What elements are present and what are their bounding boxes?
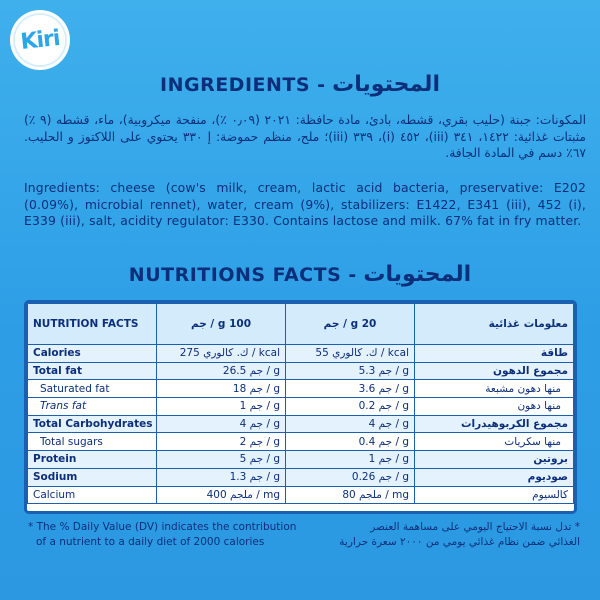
ingredients-title-ar: المحتويات — [332, 72, 440, 97]
row-label-ar: منها سكريات — [415, 433, 574, 451]
footnote-ar — [300, 520, 580, 550]
ingredients-title — [0, 72, 600, 97]
row-value-100g: 4 جم / g — [157, 415, 286, 433]
table-row — [28, 362, 574, 380]
row-label-ar: مجموع الدهون — [415, 362, 574, 380]
row-value-100g: 1.3 جم / g — [157, 468, 286, 486]
footnote-en — [28, 520, 308, 550]
ingredients-text-ar: المكونات: جبنة (حليب بقري، قشطه، بادئ، مادة حافظة: ٢٠٢١ (٠٫٠٩ ٪)، منفحة ميكروبية)، ماء، قشطه (٩ ٪) مثبتات غذائية: ١٤٢٢، ٣٤١ (iii)، ٤٥٢ (i)، ٣٣٩ (iii)؛ ملح، منظم حموضة: إ ٣٣٠ يحتوي على اللاكتوز و الحليب. ٦٧٪ دسم في المادة الجافة. — [24, 113, 586, 160]
row-label-ar: منها دهون مشبعة — [415, 380, 574, 398]
row-label-ar: منها دهون — [415, 398, 574, 416]
row-label-ar: بروتين — [415, 451, 574, 469]
table-row — [28, 433, 574, 451]
header-label-ar: معلومات غذائية — [415, 304, 574, 345]
header-label-en: NUTRITION FACTS — [28, 304, 157, 345]
row-value-20g: 0.26 جم / g — [286, 468, 415, 486]
row-label-en: Total Carbohydrates — [28, 415, 157, 433]
row-label-ar: طاقة — [415, 345, 574, 363]
row-value-100g: 275 ك. كالوري / kcal — [157, 345, 286, 363]
row-label-en: Total fat — [28, 362, 157, 380]
row-value-100g: 1 جم / g — [157, 398, 286, 416]
ingredients-title-en: INGREDIENTS - — [160, 74, 326, 96]
table-row — [28, 380, 574, 398]
row-value-20g: 0.4 جم / g — [286, 433, 415, 451]
footnote-en-line1: * The % Daily Value (DV) indicates the contribution — [28, 521, 297, 533]
row-label-ar: صوديوم — [415, 468, 574, 486]
row-label-en: Protein — [28, 451, 157, 469]
nutrition-header-row — [28, 304, 574, 345]
ingredients-text-en: Ingredients: cheese (cow's milk, cream, lactic acid bacteria, preservative: E202 (0.09%), microbial rennet), water, cream (9%), stabilizers: E1422, E341 (iii), 452 (i), E339 (iii), salt, acidity regulator: E330. Contains lactose and milk. 67% fat in fry matter. — [24, 180, 586, 228]
table-row — [28, 415, 574, 433]
row-label-en: Total sugars — [28, 433, 157, 451]
kiri-logo — [10, 10, 70, 70]
row-value-20g: 3.6 جم / g — [286, 380, 415, 398]
footnote-ar-line1: * تدل نسبة الاحتياج اليومي على مساهمة العنصر — [370, 521, 580, 533]
table-row — [28, 486, 574, 504]
row-label-en: Sodium — [28, 468, 157, 486]
row-value-20g: 0.2 جم / g — [286, 398, 415, 416]
row-label-en: Calories — [28, 345, 157, 363]
row-value-20g: 80 ملجم / mg — [286, 486, 415, 504]
footnote-ar-line2: الغذائي ضمن نظام غذائي يومي من ٢٠٠٠ سعرة حرارية — [339, 536, 580, 548]
row-value-100g: 2 جم / g — [157, 433, 286, 451]
table-row — [28, 398, 574, 416]
nutrition-title — [0, 262, 600, 287]
row-label-en: Saturated fat — [28, 380, 157, 398]
table-row — [28, 451, 574, 469]
footnote-en-line2: of a nutrient to a daily diet of 2000 calories — [36, 536, 265, 548]
row-value-100g: 400 ملجم / mg — [157, 486, 286, 504]
nutrition-title-en: NUTRITIONS FACTS - — [128, 264, 357, 286]
row-label-en: Calcium — [28, 486, 157, 504]
row-label-en: Trans fat — [28, 398, 157, 416]
row-label-ar: مجموع الكربوهيدرات — [415, 415, 574, 433]
header-per-100g: 100 g / جم — [157, 304, 286, 345]
kiri-logo-text: Kiri — [10, 10, 69, 69]
header-per-20g: 20 g / جم — [286, 304, 415, 345]
row-value-20g: 5.3 جم / g — [286, 362, 415, 380]
nutrition-table — [24, 300, 577, 514]
table-row — [28, 345, 574, 363]
table-row — [28, 468, 574, 486]
nutrition-title-ar: المحتويات — [363, 262, 472, 287]
row-label-ar: كالسيوم — [415, 486, 574, 504]
row-value-20g: 4 جم / g — [286, 415, 415, 433]
row-value-100g: 5 جم / g — [157, 451, 286, 469]
row-value-20g: 1 جم / g — [286, 451, 415, 469]
row-value-100g: 18 جم / g — [157, 380, 286, 398]
row-value-20g: 55 ك. كالوري / kcal — [286, 345, 415, 363]
row-value-100g: 26.5 جم / g — [157, 362, 286, 380]
